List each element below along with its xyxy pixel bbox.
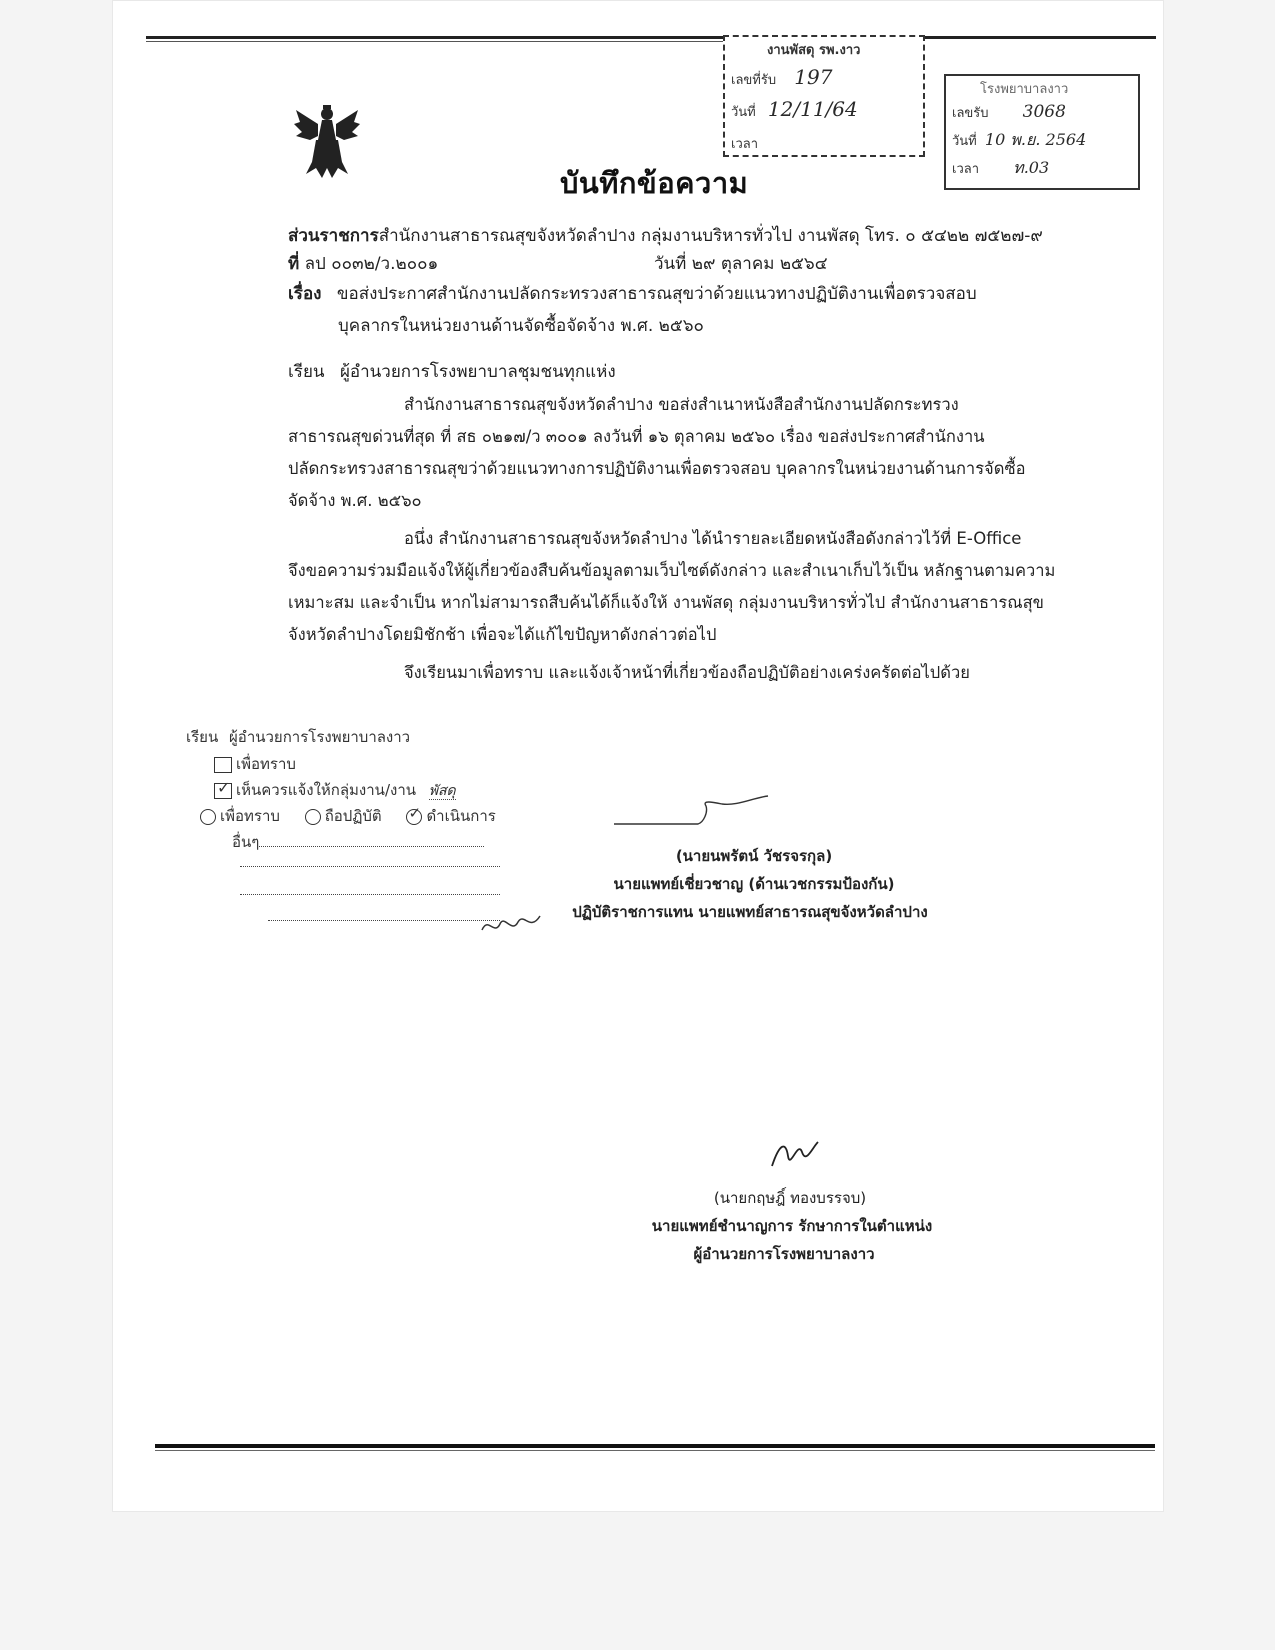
- subject-text-1: ขอส่งประกาศสำนักงานปลัดกระทรวงสาธารณสุขว่าด้วยแนวทางปฏิบัติงานเพื่อตรวจสอบ: [336, 284, 977, 304]
- top-border-line: [146, 36, 1156, 39]
- stamp2-date-label: วันที่: [952, 134, 977, 149]
- circle-option-3-label: ดำเนินการ: [426, 807, 496, 825]
- stamp-heading: งานพัสดุ รพ.งาว: [767, 43, 861, 58]
- routing-other-label: อื่นๆ: [232, 833, 260, 851]
- routing-other-line: [232, 830, 484, 854]
- routing-circle-options: [200, 804, 496, 828]
- date-line: [654, 250, 828, 277]
- circle-checked-icon: ✓: [406, 809, 422, 825]
- stamp2-time-value: ท.03: [1013, 158, 1050, 177]
- signer-1-acting: ปฏิบัติราชการแทน นายแพทย์สาธารณสุขจังหวัดลำปาง: [572, 903, 928, 921]
- paragraph-3: จึงเรียนมาเพื่อทราบ และแจ้งเจ้าหน้าที่เกี่ยวข้องถือปฏิบัติอย่างเคร่งครัดต่อไปด้วย: [404, 663, 970, 682]
- stamp-date-value: 12/11/64: [767, 97, 858, 121]
- paragraph-2-line-3: เหมาะสม และจำเป็น หากไม่สามารถสืบค้นได้ก็แจ้งให้ งานพัสดุ กลุ่มงานบริหารทั่วไป สำนักงานสาธารณสุข: [288, 593, 1044, 612]
- dotted-line: [240, 894, 500, 895]
- stamp-date-label: วันที่: [731, 105, 756, 120]
- checkbox-icon: [214, 757, 232, 773]
- agency-value: สำนักงานสาธารณสุขจังหวัดลำปาง กลุ่มงานบริหารทั่วไป งานพัสดุ โทร. ๐ ๕๔๒๒ ๗๕๒๗-๙: [378, 226, 1043, 246]
- paragraph-2-line-2: จึงขอความร่วมมือแจ้งให้ผู้เกี่ยวข้องสืบค้นข้อมูลตามเว็บไซต์ดังกล่าว และสำเนาเก็บไว้เป็น หลักฐานตามความ: [288, 561, 1056, 580]
- stamp2-time-label: เวลา: [952, 162, 980, 177]
- signer-2-title: ผู้อำนวยการโรงพยาบาลงาว: [693, 1245, 875, 1263]
- stamp2-no-label: เลขรับ: [952, 106, 989, 121]
- stamp-no-label: เลขที่รับ: [731, 73, 777, 88]
- dotted-line: [259, 832, 484, 847]
- paragraph-2-line-1: อนึ่ง สำนักงานสาธารณสุขจังหวัดลำปาง ได้นำรายละเอียดหนังสือดังกล่าวไว้ที่ E-Office: [404, 529, 1022, 548]
- signer-2-position: นายแพทย์ชำนาญการ รักษาการในตำแหน่ง: [651, 1217, 933, 1235]
- signature-1: [612, 794, 772, 830]
- stamp-no-value: 197: [794, 65, 833, 89]
- routing-option-2-label: เห็นควรแจ้งให้กลุ่มงาน/งาน: [236, 781, 416, 799]
- receive-stamp-hospital: [944, 74, 1140, 190]
- circle-option-icon: [305, 809, 321, 825]
- to-label: เรียน: [288, 362, 325, 382]
- receive-stamp-supply: [723, 35, 925, 157]
- stamp2-heading: โรงพยาบาลงาว: [980, 82, 1069, 97]
- signer-1-name: (นายนพรัตน์ วัชรจรกุล): [675, 847, 833, 865]
- agency-line: [288, 222, 1043, 249]
- bottom-border-line: [155, 1444, 1155, 1448]
- routing-option-1-label: เพื่อทราบ: [236, 755, 296, 773]
- routing-to-value: ผู้อำนวยการโรงพยาบาลงาว: [229, 728, 411, 746]
- dotted-line: [240, 866, 500, 867]
- initials-signature: [478, 906, 548, 942]
- signature-2: [768, 1136, 822, 1176]
- garuda-emblem-icon: [292, 102, 362, 182]
- routing-option-2: [214, 778, 456, 802]
- ref-label: ที่: [288, 254, 300, 274]
- stamp-time-label: เวลา: [731, 137, 759, 152]
- to-value: ผู้อำนวยการโรงพยาบาลชุมชนทุกแห่ง: [339, 362, 616, 382]
- routing-to-line: [186, 725, 410, 749]
- signer-2-name: (นายกฤษฎิ์ ทองบรรจบ): [713, 1189, 867, 1207]
- dotted-line: [268, 920, 500, 921]
- subject-text-2: บุคลากรในหน่วยงานด้านจัดซื้อจัดจ้าง พ.ศ. ๒๕๖๐: [338, 316, 704, 336]
- bottom-border-thin-line: [155, 1450, 1155, 1451]
- routing-option-1: [214, 752, 296, 776]
- date-value: ๒๙ ตุลาคม ๒๕๖๔: [691, 254, 828, 274]
- agency-label: ส่วนราชการ: [288, 226, 379, 246]
- stamp2-no-value: 3068: [1022, 102, 1066, 122]
- reference-line: [288, 250, 438, 277]
- routing-option-2-fill: พัสดุ: [428, 783, 456, 799]
- circle-option-1-label: เพื่อทราบ: [220, 807, 280, 825]
- paragraph-1-line-4: จัดจ้าง พ.ศ. ๒๕๖๐: [288, 491, 422, 510]
- circle-option-icon: [200, 809, 216, 825]
- stamp2-date-value: 10 พ.ย. 2564: [984, 130, 1087, 149]
- paragraph-1-line-3: ปลัดกระทรวงสาธารณสุขว่าด้วยแนวทางการปฏิบัติงานเพื่อตรวจสอบ บุคลากรในหน่วยงานด้านการจัดซื้อ: [288, 459, 1026, 478]
- paragraph-1-line-1: สำนักงานสาธารณสุขจังหวัดลำปาง ขอส่งสำเนาหนังสือสำนักงานปลัดกระทรวง: [404, 395, 959, 414]
- ref-value: ลป ๐๐๓๒/ว.๒๐๐๑: [304, 254, 439, 274]
- subject-line: [288, 280, 977, 307]
- subject-label: เรื่อง: [288, 284, 322, 304]
- date-label: วันที่: [654, 254, 687, 274]
- document-title: บันทึกข้อความ: [560, 166, 749, 200]
- paragraph-1-line-2: สาธารณสุขด่วนที่สุด ที่ สธ ๐๒๑๗/ว ๓๐๐๑ ลงวันที่ ๑๖ ตุลาคม ๒๕๖๐ เรื่อง ขอส่งประกาศสำนักงาน: [288, 427, 985, 446]
- checked-box-icon: ✓: [214, 783, 232, 799]
- circle-option-2-label: ถือปฏิบัติ: [324, 807, 382, 825]
- routing-to-label: เรียน: [186, 728, 219, 746]
- top-border-thin-line: [146, 41, 746, 42]
- signer-1-position: นายแพทย์เชี่ยวชาญ (ด้านเวชกรรมป้องกัน): [613, 875, 895, 893]
- paragraph-2-line-4: จังหวัดลำปางโดยมิชักช้า เพื่อจะได้แก้ไขปัญหาดังกล่าวต่อไป: [288, 625, 717, 644]
- to-line: [288, 358, 616, 385]
